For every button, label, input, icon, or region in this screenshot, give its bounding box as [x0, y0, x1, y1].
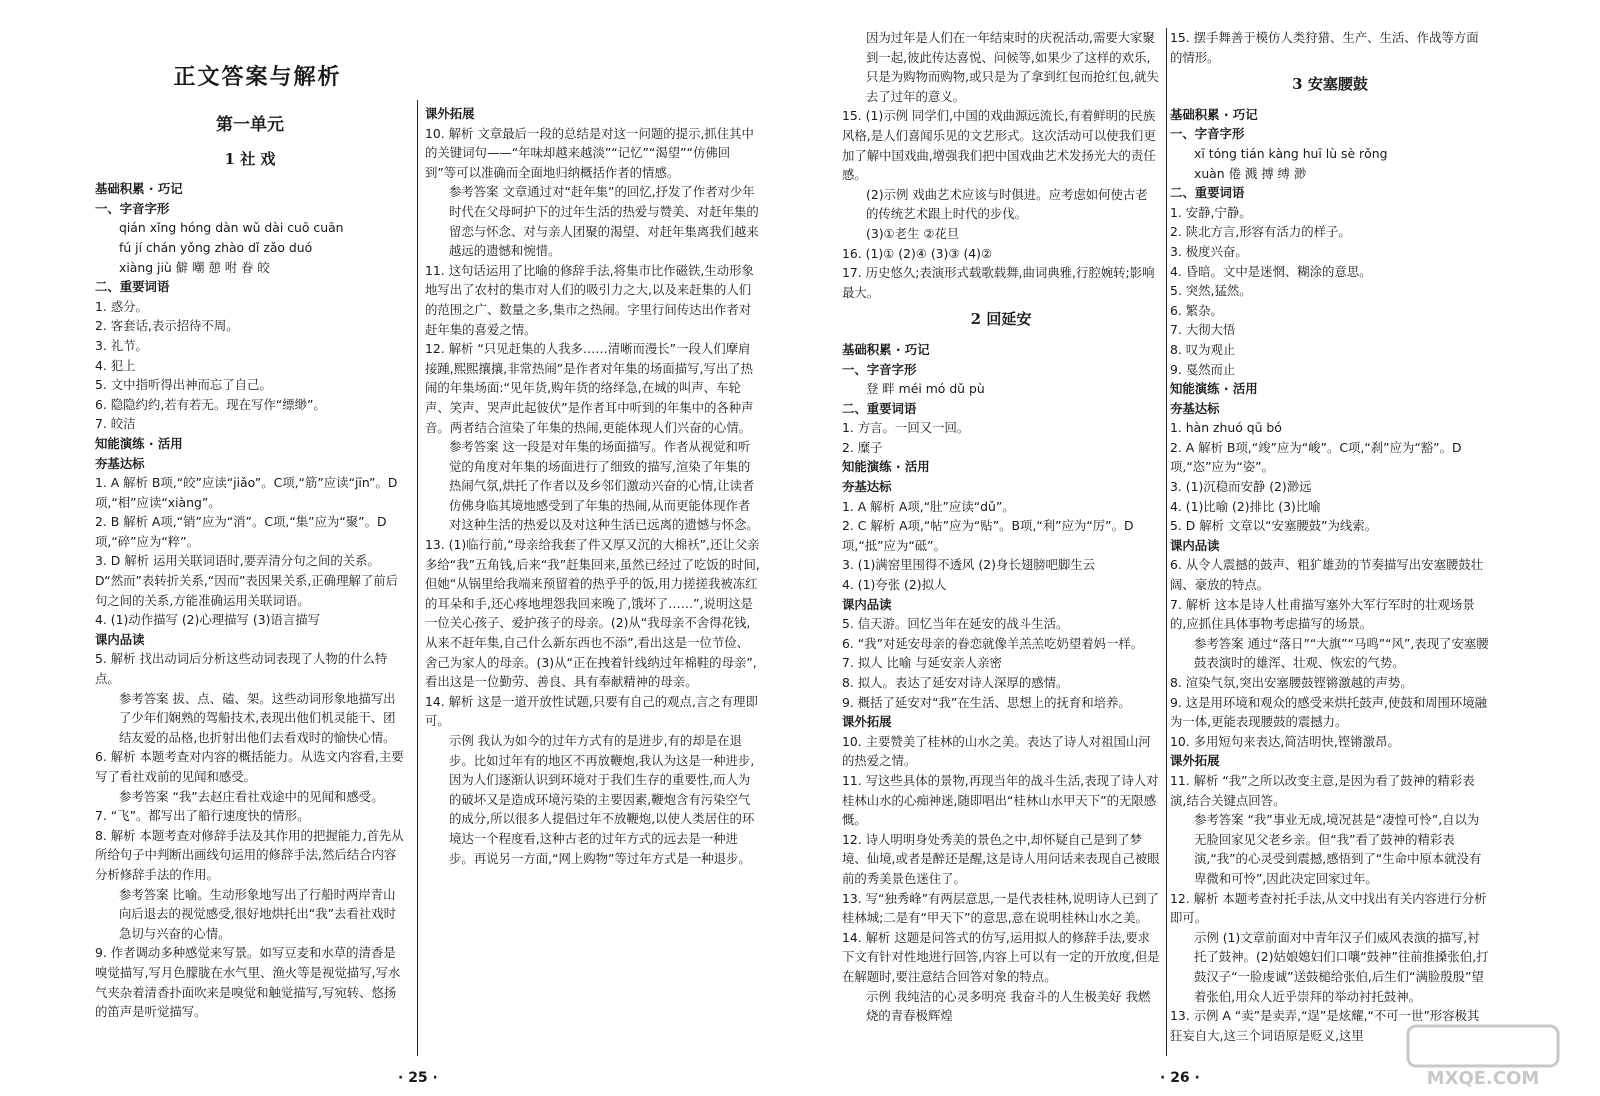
answer-line: 因为过年是人们在一年结束时的庆祝活动,需要大家聚到一起,彼此传达喜悦、问候等,如果少了这样的欢乐,只是为购物而购物,或只是为了拿到红包而抢红包,就失去了过年的意义。 [866, 30, 1159, 104]
section-heading: 夯基达标 [842, 479, 892, 495]
unit-title: 第一单元 [216, 115, 284, 135]
section-heading: 知能演练 · 活用 [95, 435, 183, 451]
answer-line: 17. 历史悠久;表演形式载歌载舞,曲词典雅,行腔婉转;影响最大。 [842, 265, 1155, 300]
answer-line: 7. “飞”。都写出了船行速度快的情形。 [95, 808, 310, 824]
answer-line: 13. 示例 A “卖”是卖弄,“逞”是炫耀,“不可一世”形容极其狂妄自大,这三个词语原是贬义,这里 [1170, 1008, 1480, 1043]
answer-line: 15. 摆手舞善于模仿人类狩猎、生产、生活、作战等方面的情形。 [1170, 30, 1479, 65]
answer-line: 16. (1)① (2)④ (3)③ (4)② [842, 245, 993, 261]
answer-line: 5. 信天游。回忆当年在延安的战斗生活。 [842, 616, 1069, 632]
answer-line: 14. 解析 这题是问答式的仿写,运用拟人的修辞手法,要求下文有针对性地进行回答,内容上可以有一定的开放度,但是在解题时,要注意结合回答对象的特点。 [842, 929, 1160, 984]
lesson-title: 2 回延安 [970, 310, 1032, 329]
watermark-logo [1404, 1020, 1564, 1090]
subsection-heading: 二、重要词语 [1170, 185, 1245, 201]
answer-line: 3. 极度兴奋。 [1170, 243, 1248, 259]
answer-line: xuàn 倦 溅 搏 缚 渺 [1194, 165, 1307, 181]
section-heading: 夯基达标 [95, 455, 145, 471]
watermark-text: MXQE.COM [1426, 1068, 1540, 1089]
section-heading: 课内品读 [842, 596, 892, 612]
answer-line: 5. 文中指听得出神而忘了自己。 [95, 377, 272, 393]
answer-line: fú jí chán yǒng zhào dǐ zǎo duó [119, 239, 313, 255]
section-heading: 知能演练 · 活用 [1170, 381, 1258, 397]
answer-line: 示例 我纯洁的心灵多明亮 我奋斗的人生极美好 我燃烧的青春极辉煌 [866, 988, 1151, 1024]
answer-line: 15. (1)示例 同学们,中国的戏曲源远流长,有着鲜明的民族风格,是人们喜闻乐见的文艺形式。这次活动可以使我们更加了解中国戏曲,增强我们把中国戏曲艺术发扬光大的责任感。 [842, 108, 1156, 183]
answer-line: 参考答案 文章通过对“赶年集”的回忆,抒发了作者对少年时代在父母呵护下的过年生活的热爱与赞美、对赶年集的留恋与怀念、对与亲人团聚的渴望、对赶年集离我们越来越远的遗憾和惋惜。 [449, 184, 759, 259]
answer-line: 2. B 解析 A项,“销”应为“消”。C项,“集”应为“聚”。D项,“碎”应为“粹”。 [95, 514, 387, 549]
answer-line: 4. (1)比喻 (2)排比 (3)比喻 [1170, 498, 1321, 514]
answer-line: 2. 糜子 [842, 439, 883, 455]
answer-line: 参考答案 拔、点、磕、架。这些动词形象地描写出了少年们娴熟的驾船技术,表现出他们机灵能干、团结友爱的品格,也折射出他们去看戏时的愉快心情。 [119, 690, 396, 745]
answer-line: 10. 解析 文章最后一段的总结是对这一问题的提示,抓住其中的关键词句——“年味却越来越淡”“记忆”“渴望”“仿佛回到”等可以准确而全面地归纳概括作者的情感。 [425, 125, 754, 180]
page-number-right: · 26 · [1160, 1070, 1200, 1086]
answer-line: 2. A 解析 B项,“竣”应为“峻”。C项,“刹”应为“豁”。D项,“恣”应为“姿”。 [1170, 439, 1462, 475]
answer-line: 6. 繁杂。 [1170, 302, 1223, 318]
answer-line: 登 畔 méi mó dǔ pù [866, 381, 985, 397]
answer-line: qián xǐng hóng dàn wǔ dài cuō cuān [119, 220, 344, 236]
answer-line: 13. (1)临行前,“母亲给我套了件又厚又沉的大棉袄”,还让父亲多给“我”五角钱,后来“我”赶集回来,虽然已经过了吃饭的时间,但她“从锅里给我端来预留着的热乎乎的饭,用力搓搓我被冻红的耳朵和手,还心疼地埋怨我回来晚了,饿坏了……”,说明这是一位关心孩子、爱护孩子的母亲。(2)从“我母亲不舍得花钱,从来不赶年集,自己什么新东西也不添”,看出这是一位节俭、舍己为家人的母亲。(3)从“正在拽着针线纳过年棉鞋的母亲”,看出这是一位勤劳、善良、具有奉献精神的母亲。 [425, 537, 760, 690]
column-4 [1170, 28, 1490, 1045]
subsection-heading: 二、重要词语 [842, 400, 917, 416]
answer-line: 4. 昏暗。文中是迷惘、糊涂的意思。 [1170, 263, 1372, 279]
column-divider [417, 100, 418, 1056]
answer-line: 9. 这是用环境和观众的感受来烘托鼓声,使鼓和周围环境融为一体,更能表现腰鼓的震撼力。 [1170, 694, 1488, 730]
section-heading: 课外拓展 [1170, 753, 1220, 769]
answer-line: 1. hàn zhuó qū bó [1170, 420, 1282, 436]
answer-line: 参考答案 “我”事业无成,境况甚是“凄惶可怜”,自以为无脸回家见父老乡亲。但“我”看了鼓神的精彩表演,“我”的心灵受到震撼,感悟到了“生命中原本就没有卑微和可怜”,因此决定回家过年。 [1194, 812, 1482, 886]
section-heading: 夯基达标 [1170, 400, 1220, 416]
answer-line: 3. (1)沉稳而安静 (2)渺远 [1170, 479, 1312, 495]
subsection-heading: 一、字音字形 [1170, 126, 1245, 142]
answer-line: 3. 礼节。 [95, 337, 148, 353]
subsection-heading: 二、重要词语 [95, 279, 170, 295]
answer-line: 2. 陕北方言,形容有活力的样子。 [1170, 224, 1351, 240]
answer-line: 2. 客套话,表示招待不周。 [95, 318, 239, 334]
answer-line: 12. 解析 “只见赶集的人我多……清晰而漫长”一段人们摩肩接踵,熙熙攘攘,非常热闹”是作者对年集的场面描写,写出了热闹的年集场面:“见年货,购年货的络绎急,在城的叫声、车轮声、笑声、哭声此起彼伏”是作者耳中听到的年集中的各种声音。两者结合渲染了年集的热闹,更能体现人们兴奋的心情。 [425, 341, 754, 435]
lesson-title: 1 社 戏 [224, 149, 276, 168]
answer-line: 9. 作者调动多种感觉来写景。如写豆麦和水草的清香是嗅觉描写,写月色朦胧在水气里、渔火等是视觉描写,写水气夹杂着清香扑面吹来是嗅觉和触觉描写,写宛转、悠扬的笛声是听觉描写。 [95, 945, 401, 1020]
answer-line: 10. 多用短句来表达,简洁明快,铿锵激昂。 [1170, 733, 1400, 749]
answer-line: 1. 惑分。 [95, 298, 148, 314]
answer-line: 11. 这句话运用了比喻的修辞手法,将集市比作磁铁,生动形象地写出了农村的集市对人们的吸引力之大,以及来赶集的人们的范围之广、数量之多,集市之热闹。字里行间传达出作者对赶年集的喜爱之情。 [425, 262, 754, 337]
section-heading: 基础积累 · 巧记 [1170, 106, 1258, 122]
column-2 [425, 104, 760, 868]
answer-line: 3. D 解析 运用关联词语时,要弄清分句之间的关系。D“然而”表转折关系,“因而”表因果关系,正确理解了前后句之间的关系,方能准确运用关联词语。 [95, 553, 399, 608]
answer-line: 5. D 解析 文章以“安塞腰鼓”为线索。 [1170, 518, 1378, 534]
answer-line: 示例 我认为如今的过年方式有的是进步,有的却是在退步。比如过年有的地区不再放鞭炮,我认为这是一种进步,因为人们逐渐认识到环境对于我们生存的重要性,而人为的破坏又是造成环境污染的主要因素,鞭炮含有污染空气的成分,所以很多人提倡过年不放鞭炮,以使人类居住的环境达一个程度看,这种古老的过年方式的远去是一种进步。再说另一方面,“网上购物”等过年方式是一种退步。 [449, 733, 755, 866]
answer-line: 1. A 解析 B项,“皎”应读“jiǎo”。C项,“筋”应读“jīn”。D项,“相”应读“xiàng”。 [95, 475, 398, 510]
column-3 [842, 28, 1160, 1026]
lesson-title: 3 安塞腰鼓 [1292, 75, 1368, 94]
answer-line: (2)示例 戏曲艺术应该与时俱进。应考虑如何使古老的传统艺术跟上时代的步伐。 [866, 186, 1148, 222]
answer-line: 7. 皎洁 [95, 416, 136, 432]
answer-line: 7. 大彻大悟 [1170, 322, 1236, 338]
section-heading: 基础积累 · 巧记 [842, 341, 930, 357]
page-number-left: · 25 · [398, 1070, 438, 1086]
answer-line: 8. 叹为观止 [1170, 341, 1236, 357]
answer-line: 2. C 解析 A项,“帖”应为“贴”。B项,“利”应为“厉”。D项,“抵”应为“砥”。 [842, 518, 1134, 553]
answer-line: 13. 写“独秀峰”有两层意思,一是代表桂林,说明诗人已到了桂林城;二是有“甲天下”的意思,意在说明桂林山水之美。 [842, 890, 1159, 926]
answer-line: 6. 解析 本题考查对内容的概括能力。从选文内容看,主要写了看社戏前的见闻和感受。 [95, 749, 404, 784]
section-heading: 知能演练 · 活用 [842, 459, 930, 475]
answer-line: 3. (1)满窑里围得不透风 (2)身长翅膀吧脚生云 [842, 557, 1096, 573]
section-heading: 课内品读 [1170, 537, 1220, 553]
section-heading: 课内品读 [95, 631, 145, 647]
column-divider [1166, 28, 1167, 1056]
answer-line: (3)①老生 ②花旦 [866, 225, 960, 241]
answer-line: 参考答案 这一段是对年集的场面描写。作者从视觉和听觉的角度对年集的场面进行了细致的描写,渲染了年集的热闹气氛,烘托了作者以及乡邻们激动兴奋的心情,让读者仿佛身临其境地感受到了年集的热闹,从而更能体现作者对这种生活的热爱以及对这种生活已远离的遗憾与怀念。 [449, 439, 759, 533]
answer-line: 4. 犯上 [95, 357, 136, 373]
column-1 [95, 112, 405, 1022]
answer-line: 6. “我”对延安母亲的眷恋就像羊羔羔吃奶望着妈一样。 [842, 635, 1144, 651]
section-heading: 课外拓展 [842, 714, 892, 730]
answer-line: 5. 解析 找出动词后分析这些动词表现了人物的什么特点。 [95, 651, 388, 687]
answer-line: 参考答案 通过“落日”“大旗”“马鸣”“风”,表现了安塞腰鼓表演时的雄浑、壮观、恢宏的气势。 [1194, 635, 1489, 671]
answer-line: 11. 写这些具体的景物,再现当年的战斗生活,表现了诗人对桂林山水的心痴神迷,随即唱出“桂林山水甲天下”的无限感慨。 [842, 772, 1159, 828]
answer-line: 9. 戛然而止 [1170, 361, 1236, 377]
page-main-title: 正文答案与解析 [173, 64, 342, 90]
answer-line: 5. 突然,猛然。 [1170, 283, 1252, 299]
answer-line: 9. 概括了延安对“我”在生活、思想上的抚育和培养。 [842, 694, 1131, 710]
answer-line: 14. 解析 这是一道开放性试题,只要有自己的观点,言之有理即可。 [425, 693, 758, 729]
answer-line: 参考答案 “我”去赵庄看社戏途中的见闻和感受。 [119, 788, 384, 804]
subsection-heading: 一、字音字形 [95, 200, 170, 216]
answer-line: 6. 隐隐约约,若有若无。现在写作“缥缈”。 [95, 396, 326, 412]
answer-line: 1. 安静,宁静。 [1170, 204, 1252, 220]
answer-line: 4. (1)夸张 (2)拟人 [842, 577, 947, 593]
answer-line: 7. 拟人 比喻 与延安亲人亲密 [842, 655, 1002, 671]
answer-line: 10. 主要赞美了桂林的山水之美。表达了诗人对祖国山河的热爱之情。 [842, 733, 1151, 769]
answer-line: 参考答案 比喻。生动形象地写出了行船时两岸青山向后退去的视觉感受,很好地烘托出“我”去看社戏时急切与兴奋的心情。 [119, 886, 396, 941]
answer-line: 11. 解析 “我”之所以改变主意,是因为看了鼓神的精彩表演,结合关键点回答。 [1170, 772, 1475, 808]
answer-line: xiàng jiù 僻 嘲 憩 咐 眷 皎 [119, 259, 270, 275]
answer-line: 12. 诗人明明身处秀美的景色之中,却怀疑自己是到了梦境、仙境,或者是醉还是醒,这是诗人用问话来表现自己被眼前的秀美景色迷住了。 [842, 831, 1160, 886]
answer-line: 4. (1)动作描写 (2)心理描写 (3)语言描写 [95, 612, 320, 628]
answer-line: 7. 解析 这本是诗人杜甫描写塞外大军行军时的壮观场景的,应抓住具体事物考虑描写的场景。 [1170, 596, 1475, 632]
answer-line: 1. A 解析 A项,“肚”应读“dǔ”。 [842, 498, 1015, 514]
answer-line: 8. 渲染气氛,突出安塞腰鼓铿锵激越的声势。 [1170, 675, 1413, 690]
section-heading: 基础积累 · 巧记 [95, 181, 183, 197]
answer-line: 1. 方言。一回又一回。 [842, 420, 970, 436]
answer-line: 8. 拟人。表达了延安对诗人深厚的感情。 [842, 675, 1069, 690]
answer-line: 示例 (1)文章前面对中青年汉子们威风表演的描写,衬托了鼓神。(2)姑娘媳妇们口嚷“鼓神”往前推搡张伯,打鼓汉子“一脸虔诚”送鼓槌给张伯,后生们“满脸殷殷”望着张伯,用众人近乎崇拜的举动衬托鼓神。 [1194, 929, 1489, 1004]
answer-line: 12. 解析 本题考查衬托手法,从文中找出有关内容进行分析即可。 [1170, 890, 1487, 926]
answer-line: xī tóng tián kàng huī lù sè rǒng [1194, 145, 1388, 161]
subsection-heading: 一、字音字形 [842, 361, 917, 377]
answer-line: 6. 从令人震撼的鼓声、粗犷雄劲的节奏描写出安塞腰鼓壮阔、豪放的特点。 [1170, 557, 1484, 593]
section-heading: 课外拓展 [425, 106, 475, 121]
answer-line: 8. 解析 本题考查对修辞手法及其作用的把握能力,首先从所给句子中判断出画线句运用的修辞手法,然后结合内容分析修辞手法的作用。 [95, 827, 404, 882]
